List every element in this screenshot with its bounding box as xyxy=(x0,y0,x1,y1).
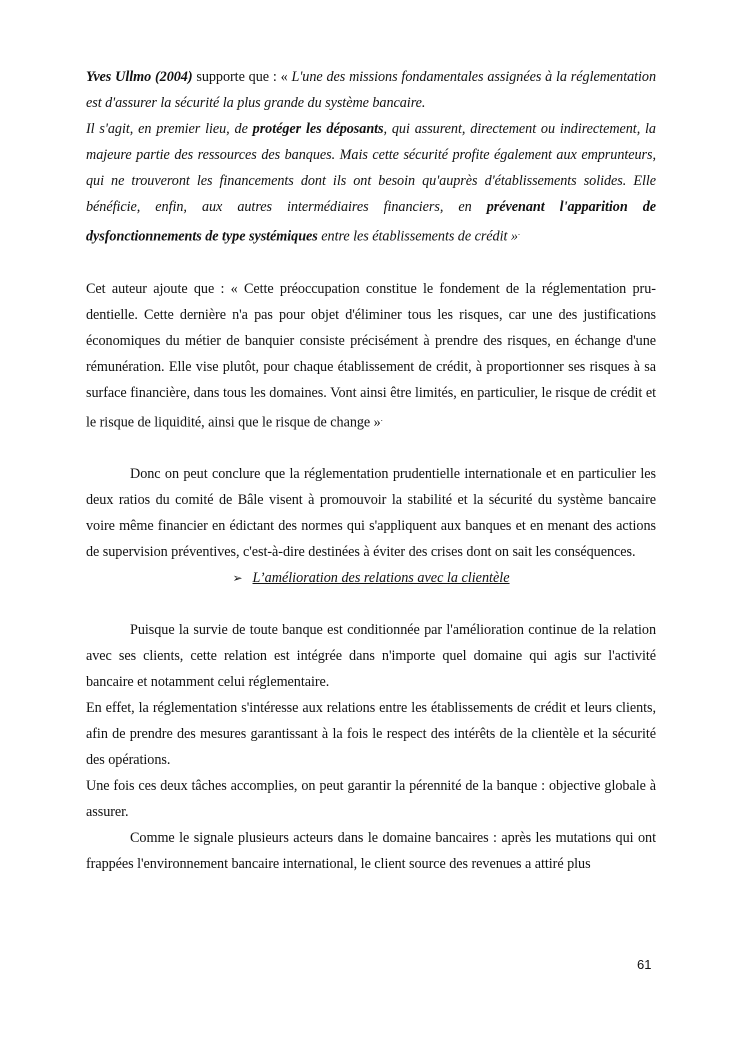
page-number: 61 xyxy=(637,957,652,972)
quote-text-3: , qui assurent, directement ou indirectement, la majeure partie des ressources des banques. Mais cette sécurité profite également aux emprunteurs, qui ne trouveront les financements dont ils ont besoin qu'auprès d'établissements solides. Elle bénéficie, enfin, aux autres intermédiaires financiers, en xyxy=(86,121,656,215)
quote2-text: Cet auteur ajoute que : « Cette préoccupation constitue le fondement de la réglementation prudentielle. Cette dernière n'a pas pour objet d'éliminer tous les risques, car une des justifications économiques du métier de banquier consiste précisément à prendre des risques, en échange d'une rémunération. Elle vise plutôt, pour chaque établissement de crédit, à proportionner ses risques à sa surface financière, dans tous les domaines. Vont ainsi être limités, en particulier, le risque de crédit et le risque de liquidité, ainsi que le risque de change » xyxy=(86,280,656,431)
quote-intro: supporte que : « xyxy=(192,69,292,85)
author-citation: Yves Ullmo (2004) xyxy=(86,69,193,85)
paragraph-survie: Puisque la survie de toute banque est conditionnée par l'amélioration continue de la relation avec ses clients, cette relation est intégrée dans n'importe quel domaine qui agis sur l'activité bancaire et notamment celui réglementaire. xyxy=(86,622,656,691)
paragraph-en-effet: En effet, la réglementation s'intéresse aux relations entre les établissements de crédit et leurs clients, afin de prendre des mesures garantissant à la fois le respect des intérêts de la clientèle et la sécurité des opérations. xyxy=(86,700,656,769)
footnote-mark-2: . xyxy=(380,413,383,423)
paragraph-une-fois: Une fois ces deux tâches accomplies, on peut garantir la pérennité de la banque : objective globale à assurer. xyxy=(86,778,656,821)
bold-phrase-deposants: protéger les déposants xyxy=(252,121,384,137)
arrow-bullet-icon: ➢ xyxy=(232,571,243,586)
conclusion-paragraph: Donc on peut conclure que la réglementation prudentielle internationale et en particulier les deux ratios du comité de Bâle visent à promouvoir la stabilité et la sécurité du système bancaire voire même financier en édictant des normes qui s'appliquent aux banques et en menant des actions de supervision préventives, c'est-à-dire destinées à éviter des crises dont on sait les conséquences. xyxy=(86,466,656,561)
bold-phrase-prevenant: prévenant l'apparition de dysfonctionnements de type systémiques xyxy=(86,199,657,245)
quote-text-1: L'une des missions fondamentales assignées à la réglementation est d'assurer la sécurité la plus grande du système bancaire. xyxy=(86,69,657,111)
footnote-mark-1: . xyxy=(517,228,520,237)
quote-paragraph-1 xyxy=(86,64,656,250)
section-title: L’amélioration des relations avec la clientèle xyxy=(252,570,510,587)
page-body xyxy=(86,64,656,877)
quote-text-2: Il s'agit, en premier lieu, de xyxy=(86,121,253,137)
quote-text-4: entre les établissements de crédit » xyxy=(317,228,518,245)
quote-paragraph-2 xyxy=(86,276,656,436)
paragraph-comme: Comme le signale plusieurs acteurs dans le domaine bancaires : après les mutations qui ont frappées l'environnement bancaire international, le client source des revenues a attiré plus xyxy=(86,830,656,873)
section-heading xyxy=(86,565,656,591)
